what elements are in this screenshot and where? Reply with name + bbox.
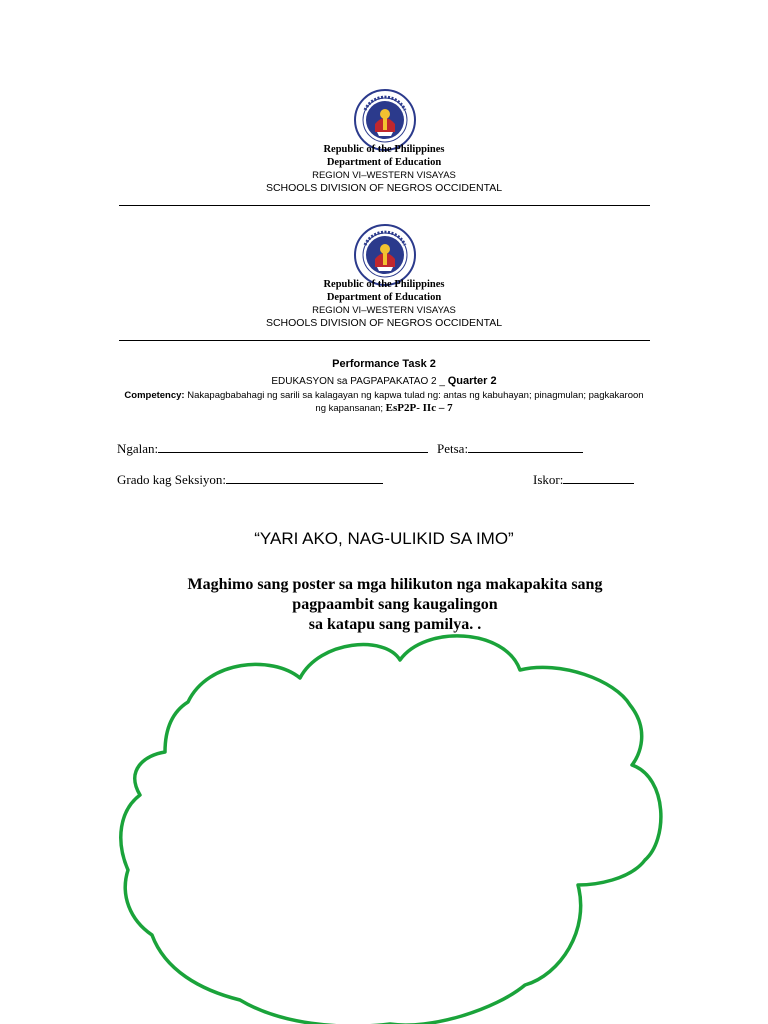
region-label: REGION VI–WESTERN VISAYAS xyxy=(312,170,456,181)
competency-code: EsP2P- IIc – 7 xyxy=(385,402,453,414)
republic-label: Republic of the Philippines xyxy=(323,144,445,155)
instruction-line: sa katapu sang pamilya. . xyxy=(308,616,482,633)
competency-label: Competency: xyxy=(124,390,185,401)
task-title: Performance Task 2 xyxy=(332,358,436,370)
name-label: Ngalan: xyxy=(117,441,159,456)
region-label: REGION VI–WESTERN VISAYAS xyxy=(312,305,456,316)
grade-section-label: Grado kag Seksiyon: xyxy=(117,472,227,487)
date-label: Petsa: xyxy=(437,441,469,456)
cloud-outline xyxy=(121,636,661,1024)
department-label: Department of Education xyxy=(326,292,442,303)
department-label: Department of Education xyxy=(326,157,442,168)
instruction-line: pagpaambit sang kaugalingon xyxy=(292,596,498,613)
division-label: SCHOOLS DIVISION OF NEGROS OCCIDENTAL xyxy=(265,317,503,329)
competency-text: Nakapagbabahagi ng sarili sa kalagayan ng kapwa tulad ng: antas ng kabuhayan; pinagmulan; pagkakaroon ng kapansanan; xyxy=(187,390,644,414)
division-label: SCHOOLS DIVISION OF NEGROS OCCIDENTAL xyxy=(265,182,503,194)
subject-label: EDUKASYON sa PAGPAPAKATAO 2 _ xyxy=(271,376,445,387)
instruction-line: Maghimo sang poster sa mga hilikuton nga makapakita sang xyxy=(187,576,603,593)
republic-label: Republic of the Philippines xyxy=(323,279,445,290)
score-label: Iskor: xyxy=(533,472,564,487)
activity-heading: “YARI AKO, NAG-ULIKID SA IMO” xyxy=(254,529,514,548)
quarter-label: Quarter 2 xyxy=(447,375,497,387)
